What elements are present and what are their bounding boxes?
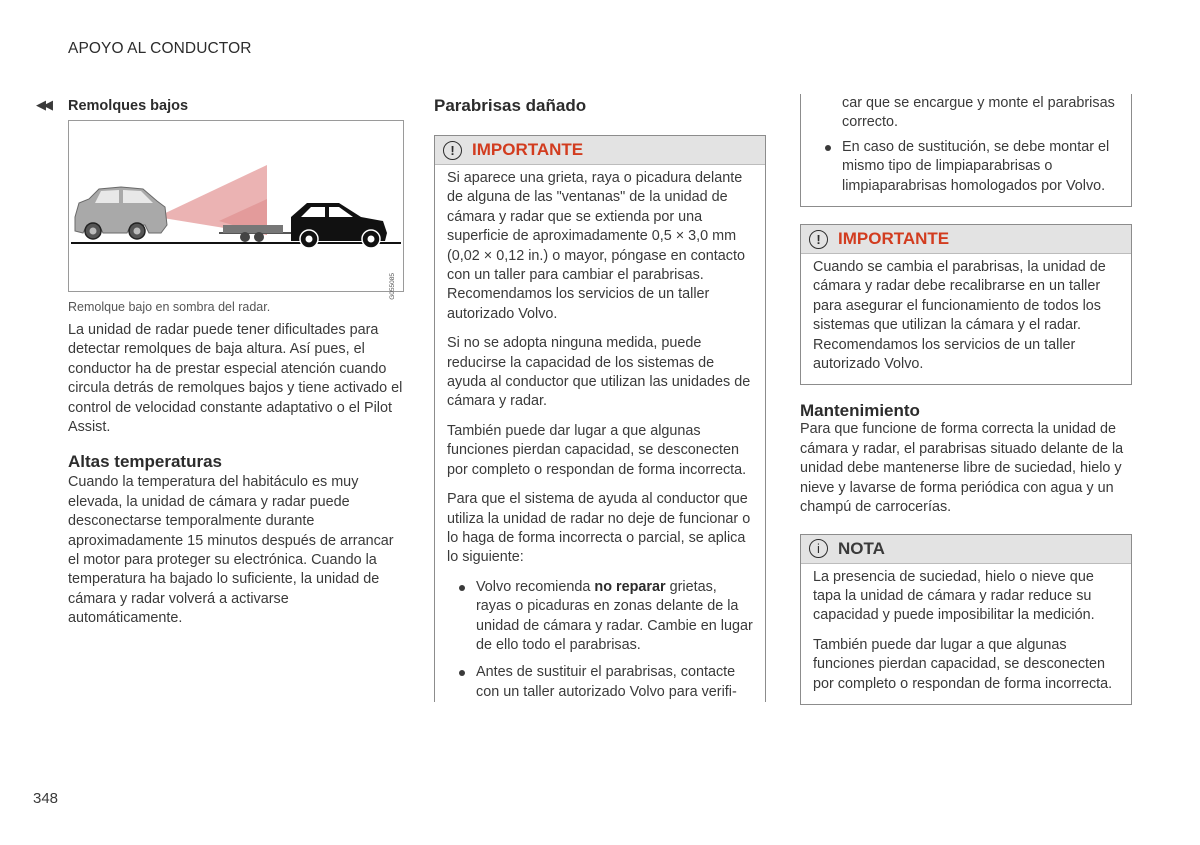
important-box-body	[435, 165, 765, 702]
high-temp-title: Altas temperaturas	[68, 452, 223, 472]
hatchback-car-icon	[291, 203, 387, 248]
note-box-body	[801, 564, 1131, 704]
important-text: Cuando se cambia el parabrisas, la unidad de cámara y radar debe recalibrarse en un taller para asegurar el funcionamiento de todos los sistemas que utilizan la cámara y el radar. Recomendamos los servicios de un taller autorizado Volvo.	[813, 259, 1106, 373]
important-paragraph: Para que el sistema de ayuda al conductor que utiliza la unidad de radar no deje de funcionar o lo haga de forma incorrecta o parcial, se aplica lo siguiente:	[447, 491, 751, 566]
important-paragraph: Si aparece una grieta, raya o picadura delante de alguna de las "ventanas" de la unidad de cámara y radar que se extienda por una superficie de aproximadamente 0,5 × 3,0 mm (0,02 × 0,12 in.) o mayor, póngase en contacto con un taller para cambiar el parabrisas. Recomendamos los servicios de un taller autorizado Volvo.	[447, 170, 746, 322]
continued-text: car que se encargue y monte el parabrisas correcto.	[842, 95, 1115, 131]
low-trailer-icon	[219, 225, 297, 242]
page-number: 348	[33, 790, 59, 807]
important-paragraph: Si no se adopta ninguna medida, puede reducirse la capacidad de los sistemas de ayuda al conductor que utilizan las unidades de cámara y radar.	[447, 335, 751, 410]
bullet-text-pre: Volvo recomienda	[476, 578, 595, 595]
maintenance-text: Para que funcione de forma correcta la unidad de cámara y radar, el parabrisas situado delante de la unidad debe mantenerse libre de suciedad, hielo y nieve y lavarse de forma periódica con agua y un champú de carrocerías.	[800, 421, 1124, 516]
note-box-header	[801, 535, 1131, 564]
section-header: APOYO AL CONDUCTOR	[68, 40, 252, 57]
note-paragraph: También puede dar lugar a que algunas funciones pierdan capacidad, se desconecten por completo o respondan de forma incorrecta.	[813, 636, 1113, 692]
intro-paragraph: La unidad de radar puede tener dificultades para detectar remolques de baja altura. Así pues, el conductor ha de prestar especial atención cuando circula detrás de remolques bajos y tiene activado el control de velocidad constante adaptativo o el Pilot Assist.	[68, 322, 403, 436]
important-box-header	[801, 225, 1131, 254]
column-3	[800, 94, 1132, 705]
important-bullet-list	[447, 578, 753, 702]
list-item	[447, 663, 753, 702]
warning-icon: !	[443, 141, 462, 160]
figure-code: G055085	[389, 273, 396, 300]
maintenance-title: Mantenimiento	[800, 401, 920, 421]
important-label: IMPORTANTE	[838, 229, 950, 249]
list-item	[813, 138, 1119, 196]
important-box-header	[435, 136, 765, 165]
note-paragraph: La presencia de suciedad, hielo o nieve que tapa la unidad de cámara y radar reduce su capacidad y puede imposibilitar la medición.	[813, 568, 1095, 624]
radar-shadow-illustration	[69, 121, 403, 291]
high-temp-text: Cuando la temperatura del habitáculo es muy elevada, la unidad de cámara y radar puede desconectarse temporalmente durante aproximadamente 15 minutos después de arrancar el motor para proteger su electrónica. Cuando la temperatura ha bajado lo suficiente, la unidad de cámara y radar volverá a activarse automáticamente.	[68, 474, 394, 627]
note-label: NOTA	[838, 538, 885, 558]
bullet-dot	[459, 585, 465, 591]
list-item	[447, 578, 753, 656]
column-2	[434, 95, 766, 702]
bullet-text: En caso de sustitución, se debe montar el mismo tipo de limpiaparabrisas o limpiaparabrisas homologados por Volvo.	[842, 138, 1110, 194]
suv-car-icon	[75, 187, 167, 239]
important-box-recalibration	[800, 224, 1132, 385]
continued-important-box	[800, 94, 1132, 207]
bullet-text-bold: no reparar	[594, 578, 666, 595]
column-1	[68, 95, 404, 629]
continued-bullet-list	[813, 138, 1119, 196]
info-icon: i	[809, 539, 828, 558]
important-paragraph: También puede dar lugar a que algunas funciones pierdan capacidad, se desconecten por completo o respondan de forma incorrecta.	[447, 422, 747, 478]
damaged-windshield-title: Parabrisas dañado	[434, 96, 587, 115]
bullet-dot	[459, 670, 465, 676]
bullet-dot	[825, 145, 831, 151]
radar-shadow-figure	[68, 120, 404, 300]
bullet-text-post: grietas, rayas o picaduras en zonas delante de la unidad de cámara y radar. Cambie en lugar de ello todo el parabrisas.	[476, 578, 753, 653]
figure-caption: Remolque bajo en sombra del radar.	[68, 300, 271, 314]
bullet-text-pre: Antes de sustituir el parabrisas, contacte con un taller autorizado Volvo para verifi-	[476, 664, 737, 700]
double-left-arrow-icon[interactable]: ◀◀	[36, 97, 50, 112]
important-label: IMPORTANTE	[472, 140, 584, 159]
warning-icon: !	[809, 230, 828, 249]
note-box	[800, 534, 1132, 705]
important-box-windshield	[434, 135, 766, 702]
subsection-title: Remolques bajos	[68, 98, 189, 114]
important-box-body	[801, 254, 1131, 384]
